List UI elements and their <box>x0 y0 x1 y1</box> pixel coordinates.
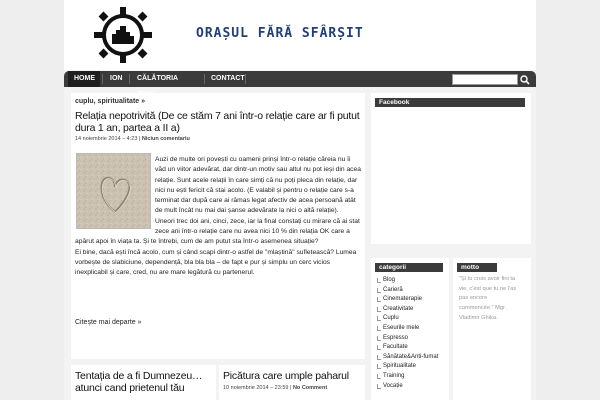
post-paragraph: Uneori trec doi ani, cinci, zece, iar la final constați cu mirare că ai stat zece ani într-o relație care nu avea nici 10 % din relația OK care a apărut apoi în viața ta. Și te întrebi, cum de am putut sta într-o asemenea situație? <box>75 217 360 246</box>
nav-divider <box>129 74 130 84</box>
motto-line: Vladimir Ghika. <box>459 314 498 321</box>
category-link[interactable]: Eseurile mele <box>377 324 438 334</box>
category-link[interactable]: Blog <box>377 276 438 286</box>
post-card-date: 10 noiembrie 2014 – 23:59 <box>223 385 289 391</box>
post-meta: 14 noiembrie 2014 – 4:23 | Niciun comentariu <box>75 136 190 142</box>
motto-widget <box>453 258 531 400</box>
nav-divider <box>102 74 103 84</box>
post-card <box>219 365 365 400</box>
motto-line: pas encore <box>459 295 488 302</box>
motto-text <box>459 275 527 324</box>
category-link[interactable]: Training <box>377 372 438 382</box>
main-navigation <box>64 71 536 87</box>
categories-list <box>377 276 438 391</box>
post-card-title[interactable]: Picătura care umple paharul <box>223 370 349 382</box>
categories-widget-title: categorii <box>375 263 443 272</box>
search-input[interactable] <box>452 74 518 85</box>
facebook-widget <box>371 93 531 244</box>
site-header <box>64 0 536 70</box>
nav-ion[interactable]: ION <box>110 75 123 82</box>
search-icon[interactable] <box>519 73 531 85</box>
facebook-widget-title: Facebook <box>375 98 525 107</box>
site-title[interactable]: ORAȘUL FĂRĂ SFÂRȘIT <box>196 26 364 41</box>
category-link[interactable]: Facultate <box>377 343 438 353</box>
read-more-link[interactable]: Citește mai departe » <box>75 319 142 326</box>
category-link[interactable]: Creativitate <box>377 305 438 315</box>
page-wrapper <box>64 0 536 400</box>
category-link[interactable]: Espresso <box>377 334 438 344</box>
post-card-comments[interactable]: No Comment <box>292 385 328 391</box>
category-link[interactable]: Spiritualitate <box>377 362 438 372</box>
nav-home[interactable]: HOME <box>68 71 100 87</box>
featured-post <box>71 93 365 359</box>
motto-widget-title: motto <box>457 263 497 272</box>
post-paragraph: Auzi de multe ori povești cu oameni prinși într-o relație căreia nu îi văd un viitor adevărat, dar dintr-un motiv sau altul nu pot ieși din acea relație. Sunt acele relații în care simți că nu poți pleca din relație, dar nici nu ești fericit că stai acolo. (E valabil și pentru o relație care s-a terminat dar după care ai rămas legat afectiv de acea persoană atât de mult încât nu mai dai șanse adevărate la nici o altă relație). <box>155 156 361 215</box>
post-comments-link[interactable]: Niciun comentariu <box>141 136 190 142</box>
post-title[interactable]: Relația nepotrivită (De ce stăm 7 ani într-o relație care ar fi putut dura 1 an, partea a II a) <box>75 110 360 134</box>
post-paragraph: Ei bine, dacă ești încă acolo, cum și când scapi dintr-o astfel de "mlaștină" sufletească? Lumea vorbește de slabiciune, dependență, bla bla bla – de fapt e pur și simplu un cerc vicios inexplicabil și care, cred, nu are mare legătură cu partenerul. <box>75 248 357 277</box>
post-date: 14 noiembrie 2014 – 4:23 <box>75 136 138 142</box>
post-card-meta: 10 noiembrie 2014 – 23:59 | No Comment <box>223 385 328 391</box>
nav-divider <box>245 74 246 84</box>
categories-widget <box>371 258 449 400</box>
post-card-title[interactable]: Tentația de a fi Dumnezeu… atunci cand prietenul tău <box>75 370 203 394</box>
category-link[interactable]: Sănătate&Anti-fumat <box>377 353 438 363</box>
motto-line: commencée." Mgr. <box>459 305 507 312</box>
post-excerpt <box>75 155 363 279</box>
motto-line: "Și tu crois avoir fini ta <box>459 276 516 282</box>
post-categories[interactable]: cuplu, spiritualitate » <box>75 98 146 105</box>
category-link[interactable]: Cuplu <box>377 314 438 324</box>
category-link[interactable]: Cinematerapie <box>377 295 438 305</box>
category-link[interactable]: Carieră <box>377 286 438 296</box>
category-link[interactable]: Vocație <box>377 382 438 392</box>
site-logo[interactable] <box>90 4 156 69</box>
post-card <box>71 365 216 400</box>
nav-calatoria[interactable]: CĂLĂTORIA <box>137 75 178 82</box>
motto-line: vie, c'est que tu ne l'as <box>459 285 517 292</box>
nav-contact[interactable]: CONTACT <box>211 75 245 82</box>
